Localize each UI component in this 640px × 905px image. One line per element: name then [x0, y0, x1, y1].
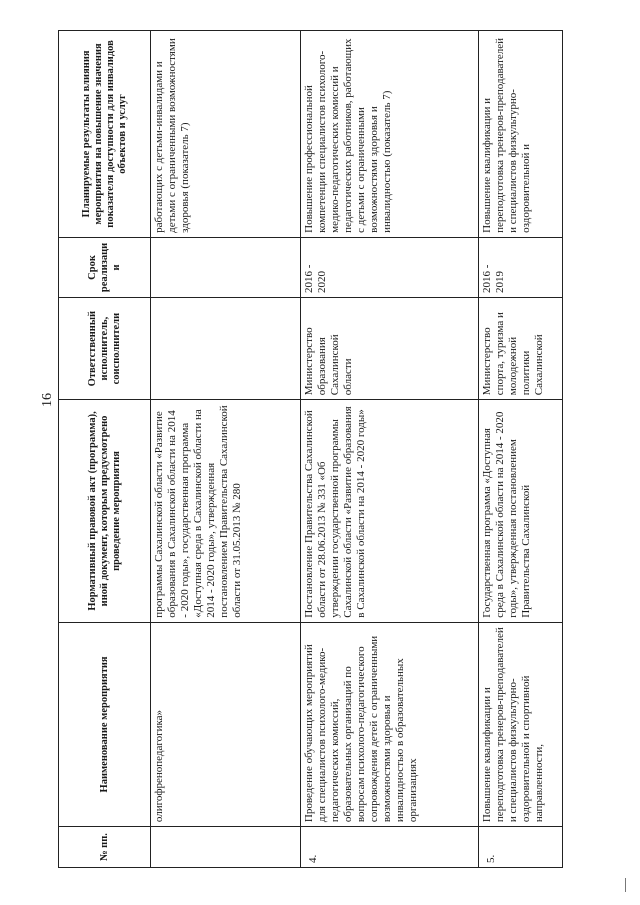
row-2-name: Проведение обучающих мероприятий для специалистов психолого-медико-педагогических комиссий, образовательных организаций по вопросам психолого-педагогического сопровождения детей с ограниченными возможностями здоровья и инвалидностью в образовательных организациях — [301, 622, 479, 826]
table-row — [151, 31, 301, 868]
header-num: № пп. — [59, 827, 151, 868]
row-2-exec: Министерство образования Сахалинской области — [301, 298, 479, 400]
row-3-term: 2016 - 2019 — [479, 237, 563, 297]
row-3-name: Повышение квалификации и переподготовка тренеров-преподавателей и специалистов физкультурно-оздоровительной и спортивной направленности, — [479, 622, 563, 826]
row-2-term: 2016 - 2020 — [301, 237, 479, 297]
row-3-exec: Министерство спорта, туризма и молодежной политики Сахалинской — [479, 298, 563, 400]
header-term: Срок реализации — [59, 237, 151, 297]
header-result: Планируемые результаты влияния мероприятия на повышение значения показателя доступности для инвалидов объектов и услуг — [59, 31, 151, 238]
row-1-term — [151, 237, 301, 297]
scan-edge-mark — [625, 878, 626, 892]
row-2-result: Повышение профессиональной компетенции специалистов психолого-медико-педагогических комиссий и педагогических работников, работающих с детьми с ограниченными возможностями здоровья и инвалидностью (показатель 7) — [301, 31, 479, 238]
rotated-table-container — [58, 30, 598, 868]
row-1-result: работающих с детьми-инвалидами и детьми с ограниченными возможностями здоровья (показатель 7) — [151, 31, 301, 238]
row-2-num: 4. — [301, 827, 479, 868]
measures-table — [58, 30, 563, 868]
row-1-act: программы Сахалинской области «Развитие образования в Сахалинской области на 2014 - 2020 годы», государственная программа «Доступная среда в Сахалинской области на 2014 - 2020 годы», утвержденная постановлением Правительства Сахалинской области от 31.05.2013 № 280 — [151, 400, 301, 622]
header-act: Нормативный правовой акт (программа), иной документ, которым предусмотрено проведение мероприятия — [59, 400, 151, 622]
row-1-name: олигофренопедагогика» — [151, 622, 301, 826]
row-2-act: Постановление Правительства Сахалинской области от 28.06.2013 № 331 «Об утверждении государственной программы Сахалинской области «Развитие образования в Сахалинской области на 2014 - 2020 годы» — [301, 400, 479, 622]
header-name: Наименование мероприятия — [59, 622, 151, 826]
table-row — [479, 31, 563, 868]
row-3-act: Государственная программа «Доступная среда в Сахалинской области на 2014 - 2020 годы», утвержденная постановлением Правительства Сахалинской — [479, 400, 563, 622]
table-header-row — [59, 31, 151, 868]
row-3-num: 5. — [479, 827, 563, 868]
header-exec: Ответственный исполнитель, соисполнители — [59, 298, 151, 400]
row-1-exec — [151, 298, 301, 400]
row-1-num — [151, 827, 301, 868]
table-row — [301, 31, 479, 868]
row-3-result: Повышение квалификации и переподготовка тренеров-преподавателей и специалистов физкультурно-оздоровительной и — [479, 31, 563, 238]
page-number: 16 — [40, 393, 55, 407]
